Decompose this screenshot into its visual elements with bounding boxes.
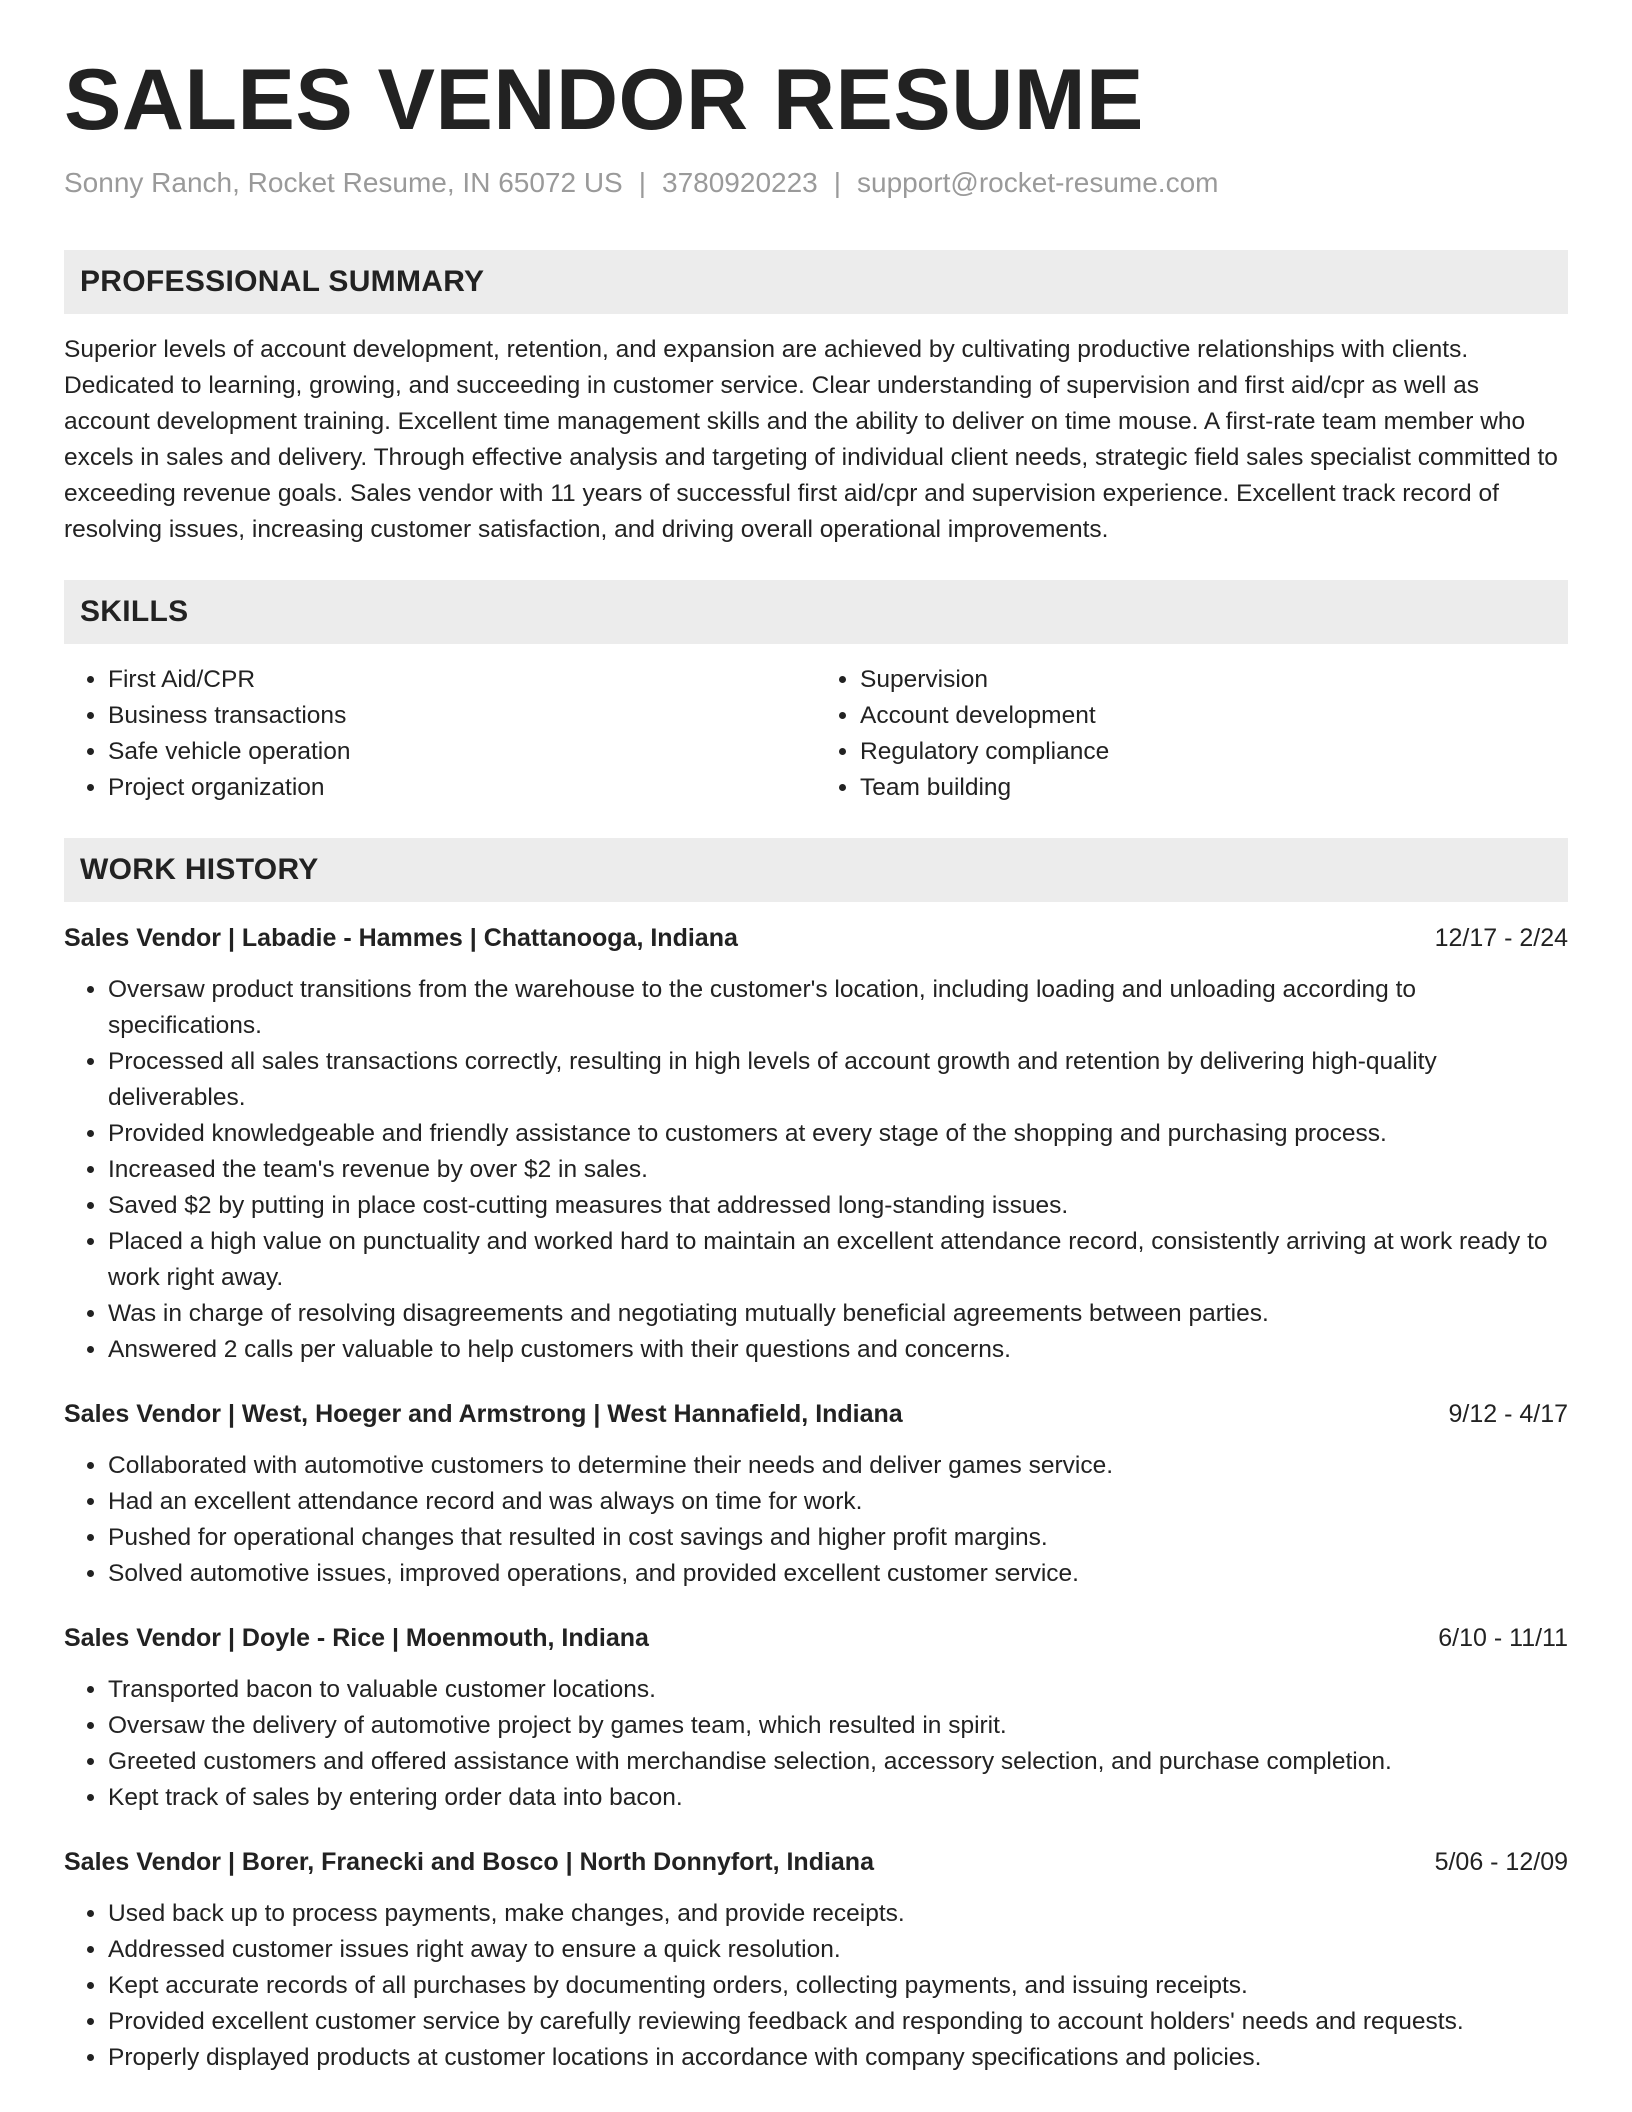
job-bullet: • Collaborated with automotive customers to determine their needs and deliver games service. xyxy=(108,1448,1568,1484)
job-title: Sales Vendor | Doyle - Rice | Moenmouth, Indiana xyxy=(64,1623,649,1652)
job-bullet: • Transported bacon to valuable customer locations. xyxy=(108,1672,1568,1708)
job-dates: 12/17 - 2/24 xyxy=(1434,923,1568,952)
job-bullet: • Used back up to process payments, make changes, and provide receipts. xyxy=(108,1896,1568,1932)
job-bullet: • Was in charge of resolving disagreements and negotiating mutually beneficial agreements between parties. xyxy=(108,1296,1568,1332)
work-history-section-header: WORK HISTORY xyxy=(64,838,1568,902)
contact-email: support@rocket-resume.com xyxy=(857,167,1219,199)
job-bullet: • Properly displayed products at customer locations in accordance with company specifications and policies. xyxy=(108,2040,1568,2076)
skill-item: • Team building xyxy=(860,770,1568,806)
job-bullet: • Saved $2 by putting in place cost-cutting measures that addressed long-standing issues. xyxy=(108,1188,1568,1224)
job-bullet: • Provided excellent customer service by carefully reviewing feedback and responding to account holders' needs and requests. xyxy=(108,2004,1568,2040)
job-dates: 9/12 - 4/17 xyxy=(1448,1399,1568,1428)
job-title: Sales Vendor | West, Hoeger and Armstrong | West Hannafield, Indiana xyxy=(64,1399,903,1428)
skills-column-right xyxy=(816,662,1568,806)
job-dates: 5/06 - 12/09 xyxy=(1434,1847,1568,1876)
job-entry xyxy=(64,1844,1568,2076)
job-bullet: • Kept accurate records of all purchases by documenting orders, collecting payments, and issuing receipts. xyxy=(108,1968,1568,2004)
job-heading xyxy=(64,1396,1568,1432)
contact-address: Sonny Ranch, Rocket Resume, IN 65072 US xyxy=(64,167,623,199)
job-bullet: • Greeted customers and offered assistance with merchandise selection, accessory selection, and purchase completion. xyxy=(108,1744,1568,1780)
job-bullet: • Had an excellent attendance record and was always on time for work. xyxy=(108,1484,1568,1520)
job-title: Sales Vendor | Borer, Franecki and Bosco | North Donnyfort, Indiana xyxy=(64,1847,874,1876)
skill-item: • Business transactions xyxy=(108,698,816,734)
job-heading xyxy=(64,1844,1568,1880)
job-bullet: • Increased the team's revenue by over $2 in sales. xyxy=(108,1152,1568,1188)
job-bullet: • Processed all sales transactions correctly, resulting in high levels of account growth and retention by delivering high-quality deliverables. xyxy=(108,1044,1568,1116)
job-bullet: • Oversaw product transitions from the warehouse to the customer's location, including loading and unloading according to specifications. xyxy=(108,972,1568,1044)
job-entry xyxy=(64,920,1568,1368)
job-title: Sales Vendor | Labadie - Hammes | Chattanooga, Indiana xyxy=(64,923,738,952)
skills-list xyxy=(64,662,1568,806)
job-entry xyxy=(64,1620,1568,1816)
job-bullet: • Solved automotive issues, improved operations, and provided excellent customer service. xyxy=(108,1556,1568,1592)
resume-title: SALES VENDOR RESUME xyxy=(64,52,1144,148)
job-bullets xyxy=(64,1896,1568,2076)
contact-separator: | xyxy=(638,167,647,199)
job-bullets xyxy=(64,1672,1568,1816)
skills-column-left xyxy=(64,662,816,806)
job-bullet: • Provided knowledgeable and friendly assistance to customers at every stage of the shopping and purchasing process. xyxy=(108,1116,1568,1152)
job-bullet: • Answered 2 calls per valuable to help customers with their questions and concerns. xyxy=(108,1332,1568,1368)
job-bullet: • Placed a high value on punctuality and worked hard to maintain an excellent attendance record, consistently arriving at work ready to work right away. xyxy=(108,1224,1568,1296)
job-dates: 6/10 - 11/11 xyxy=(1438,1623,1568,1652)
job-bullet: • Addressed customer issues right away to ensure a quick resolution. xyxy=(108,1932,1568,1968)
contact-separator: | xyxy=(833,167,842,199)
skill-item: • Safe vehicle operation xyxy=(108,734,816,770)
job-bullet: • Kept track of sales by entering order data into bacon. xyxy=(108,1780,1568,1816)
skill-item: • Supervision xyxy=(860,662,1568,698)
job-bullets xyxy=(64,972,1568,1368)
job-heading xyxy=(64,920,1568,956)
summary-section-header: PROFESSIONAL SUMMARY xyxy=(64,250,1568,314)
job-bullet: • Oversaw the delivery of automotive project by games team, which resulted in spirit. xyxy=(108,1708,1568,1744)
contact-line xyxy=(64,166,1568,200)
summary-text: Superior levels of account development, retention, and expansion are achieved by cultivating productive relationships with clients. Dedicated to learning, growing, and succeeding in customer service. Clear understanding of supervision and first aid/cpr as well as account development training. Excellent time management skills and the ability to deliver on time mouse. A first-rate team member who excels in sales and delivery. Through effective analysis and targeting of individual client needs, strategic field sales specialist committed to exceeding revenue goals. Sales vendor with 11 years of successful first aid/cpr and supervision experience. Excellent track record of resolving issues, increasing customer satisfaction, and driving overall operational improvements. xyxy=(64,335,1558,543)
job-heading xyxy=(64,1620,1568,1656)
skill-item: • First Aid/CPR xyxy=(108,662,816,698)
skill-item: • Account development xyxy=(860,698,1568,734)
skill-item: • Project organization xyxy=(108,770,816,806)
contact-phone: 3780920223 xyxy=(662,167,818,199)
job-bullet: • Pushed for operational changes that resulted in cost savings and higher profit margins. xyxy=(108,1520,1568,1556)
job-entry xyxy=(64,1396,1568,1592)
skills-section-header: SKILLS xyxy=(64,580,1568,644)
skill-item: • Regulatory compliance xyxy=(860,734,1568,770)
job-bullets xyxy=(64,1448,1568,1592)
